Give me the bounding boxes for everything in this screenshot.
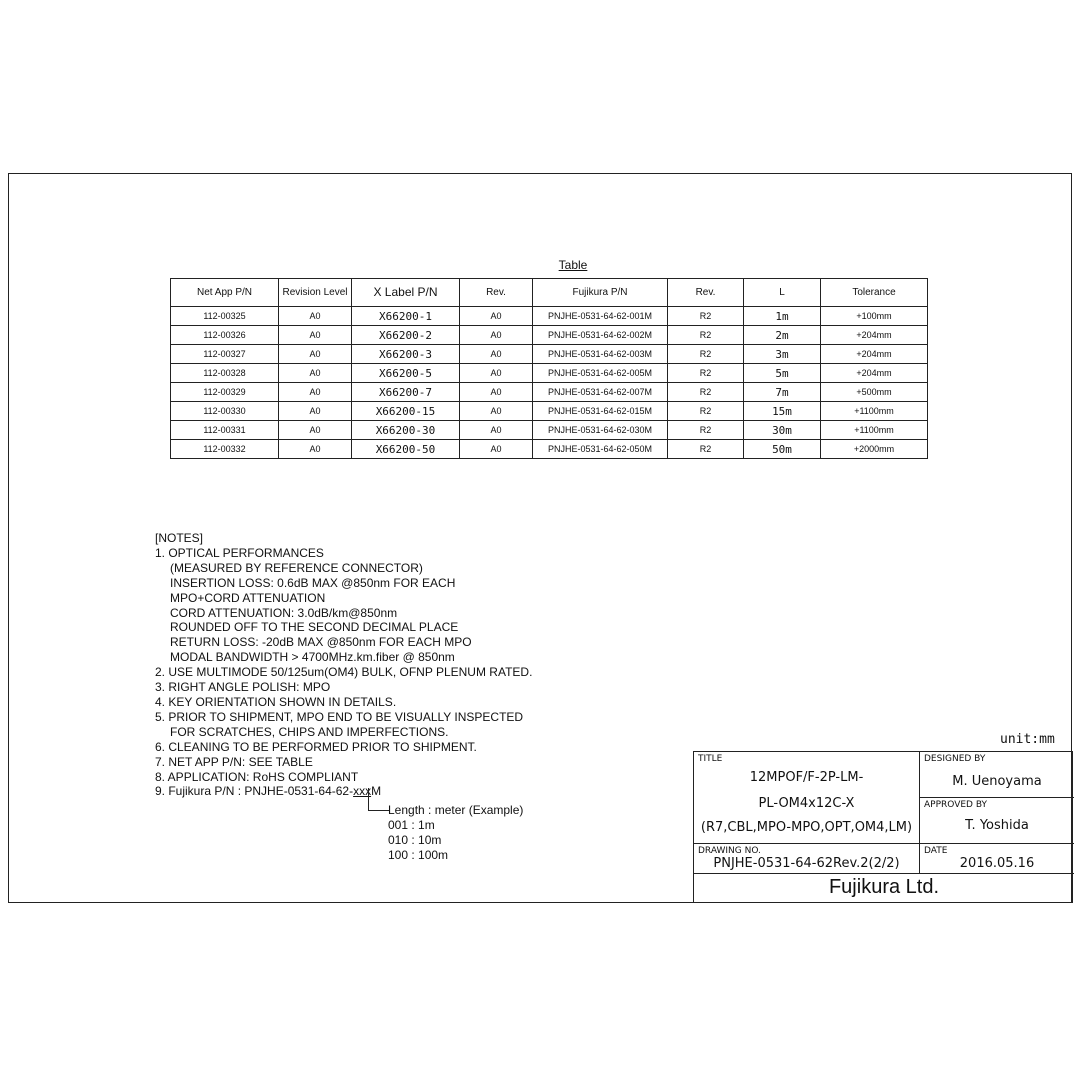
table-cell: 112-00329 — [171, 383, 279, 402]
date-value: 2016.05.16 — [959, 856, 1035, 871]
table-cell: X66200-30 — [352, 421, 460, 440]
table-cell: A0 — [279, 345, 352, 364]
table-cell: A0 — [460, 307, 533, 326]
table-cell: +500mm — [821, 383, 928, 402]
table-cell: PNJHE-0531-64-62-005M — [533, 364, 668, 383]
table-cell: PNJHE-0531-64-62-003M — [533, 345, 668, 364]
note-1c: MPO+CORD ATTENUATION — [170, 590, 326, 605]
table-row — [171, 421, 928, 440]
note-5: 5. PRIOR TO SHIPMENT, MPO END TO BE VISUALLY INSPECTED — [155, 709, 524, 724]
table-cell: 112-00330 — [171, 402, 279, 421]
header-length: L — [744, 279, 821, 307]
note-1g: MODAL BANDWIDTH > 4700MHz.km.fiber @ 850nm — [170, 650, 455, 665]
table-row — [171, 402, 928, 421]
date-cell — [920, 844, 1074, 874]
table-cell: R2 — [668, 326, 744, 345]
table-cell: A0 — [460, 326, 533, 345]
table-cell: A0 — [460, 402, 533, 421]
title-line-3: (R7,CBL,MPO-MPO,OPT,OM4,LM) — [700, 820, 913, 835]
table-cell: R2 — [668, 383, 744, 402]
designed-by-name: M. Uenoyama — [952, 774, 1042, 789]
header-fujikura-pn: Fujikura P/N — [533, 279, 668, 307]
header-revision-level: Revision Level — [279, 279, 352, 307]
table-cell: X66200-15 — [352, 402, 460, 421]
table-row — [171, 383, 928, 402]
table-cell: A0 — [279, 383, 352, 402]
table-cell: PNJHE-0531-64-62-002M — [533, 326, 668, 345]
designed-by-cell — [920, 752, 1074, 798]
table-cell: X66200-50 — [352, 440, 460, 459]
note-9-length-code: xxx — [353, 784, 372, 799]
table-cell: 7m — [744, 383, 821, 402]
note-9-prefix: 9. Fujikura P/N : PNJHE-0531-64-62- — [155, 784, 354, 799]
title-block — [693, 751, 1073, 903]
approved-by-name: T. Yoshida — [965, 818, 1029, 833]
length-legend — [388, 803, 523, 863]
note-1f: RETURN LOSS: -20dB MAX @850nm FOR EACH MPO — [170, 635, 472, 650]
note-1e: ROUNDED OFF TO THE SECOND DECIMAL PLACE — [170, 620, 459, 635]
table-cell: 112-00331 — [171, 421, 279, 440]
note-7: 7. NET APP P/N: SEE TABLE — [155, 754, 313, 769]
header-tolerance: Tolerance — [821, 279, 928, 307]
table-cell: X66200-5 — [352, 364, 460, 383]
table-cell: PNJHE-0531-64-62-007M — [533, 383, 668, 402]
title-line-1: 12MPOF/F-2P-LM- — [749, 770, 864, 785]
table-cell: A0 — [460, 421, 533, 440]
table-cell: A0 — [460, 364, 533, 383]
table-cell: R2 — [668, 440, 744, 459]
table-cell: A0 — [460, 345, 533, 364]
notes-block — [155, 531, 532, 799]
company-name: Fujikura Ltd. — [828, 876, 940, 898]
drawing-number: PNJHE-0531-64-62Rev.2(2/2) — [713, 856, 900, 871]
table-cell: 15m — [744, 402, 821, 421]
table-cell: +1100mm — [821, 402, 928, 421]
table-cell: X66200-7 — [352, 383, 460, 402]
approved-by-label: APPROVED BY — [924, 800, 988, 810]
table-cell: 3m — [744, 345, 821, 364]
length-legend-title: Length : meter (Example) — [388, 803, 524, 817]
table-cell: R2 — [668, 421, 744, 440]
header-rev: Rev. — [460, 279, 533, 307]
table-cell: +204mm — [821, 326, 928, 345]
length-example-1: 001 : 1m — [388, 818, 435, 832]
table-cell: A0 — [279, 326, 352, 345]
note-3: 3. RIGHT ANGLE POLISH: MPO — [155, 680, 331, 695]
designed-by-label: DESIGNED BY — [924, 754, 986, 764]
drawing-number-cell — [694, 844, 920, 874]
table-cell: PNJHE-0531-64-62-050M — [533, 440, 668, 459]
length-example-3: 100 : 100m — [388, 848, 449, 862]
table-cell: 112-00327 — [171, 345, 279, 364]
company-cell — [694, 874, 1074, 904]
header-net-app-pn: Net App P/N — [171, 279, 279, 307]
table-cell: +204mm — [821, 345, 928, 364]
table-cell: 112-00326 — [171, 326, 279, 345]
table-row — [171, 364, 928, 383]
table-row — [171, 307, 928, 326]
table-row — [171, 326, 928, 345]
length-leader-line — [368, 788, 389, 811]
title-label: TITLE — [698, 754, 723, 764]
table-cell: A0 — [279, 307, 352, 326]
note-9 — [155, 784, 532, 799]
table-header-row — [171, 279, 928, 307]
table-cell: +100mm — [821, 307, 928, 326]
table-cell: A0 — [460, 440, 533, 459]
table-cell: PNJHE-0531-64-62-015M — [533, 402, 668, 421]
header-rev-2: Rev. — [668, 279, 744, 307]
table-cell: 1m — [744, 307, 821, 326]
table-cell: PNJHE-0531-64-62-030M — [533, 421, 668, 440]
table-cell: R2 — [668, 345, 744, 364]
parts-table — [170, 278, 928, 459]
table-cell: R2 — [668, 402, 744, 421]
table-row — [171, 440, 928, 459]
table-cell: 112-00325 — [171, 307, 279, 326]
table-cell: R2 — [668, 307, 744, 326]
table-row — [171, 345, 928, 364]
table-cell: 30m — [744, 421, 821, 440]
title-line-2: PL-OM4x12C-X — [758, 796, 855, 811]
note-1b: INSERTION LOSS: 0.6dB MAX @850nm FOR EACH — [170, 575, 456, 590]
table-cell: R2 — [668, 364, 744, 383]
note-6: 6. CLEANING TO BE PERFORMED PRIOR TO SHIPMENT. — [155, 739, 477, 754]
notes-heading: [NOTES] — [155, 531, 204, 545]
table-cell: +204mm — [821, 364, 928, 383]
table-cell: +2000mm — [821, 440, 928, 459]
table-cell: 2m — [744, 326, 821, 345]
note-1a: (MEASURED BY REFERENCE CONNECTOR) — [170, 560, 423, 575]
note-9-suffix: M — [371, 784, 382, 799]
note-8: 8. APPLICATION: RoHS COMPLIANT — [155, 769, 359, 784]
table-cell: A0 — [279, 402, 352, 421]
note-4: 4. KEY ORIENTATION SHOWN IN DETAILS. — [155, 694, 397, 709]
header-x-label-pn: X Label P/N — [352, 279, 460, 307]
approved-by-cell — [920, 798, 1074, 844]
table-cell: A0 — [279, 421, 352, 440]
table-body — [171, 307, 928, 459]
table-cell: A0 — [279, 440, 352, 459]
drawing-number-label: DRAWING NO. — [698, 846, 761, 856]
note-1d: CORD ATTENUATION: 3.0dB/km@850nm — [170, 605, 398, 620]
title-cell — [694, 752, 920, 844]
table-cell: 112-00328 — [171, 364, 279, 383]
table-cell: 112-00332 — [171, 440, 279, 459]
table-cell: X66200-2 — [352, 326, 460, 345]
unit-label: unit:mm — [1000, 732, 1055, 747]
table-cell: +1100mm — [821, 421, 928, 440]
table-cell: 5m — [744, 364, 821, 383]
note-5a: FOR SCRATCHES, CHIPS AND IMPERFECTIONS. — [170, 724, 449, 739]
length-example-2: 010 : 10m — [388, 833, 442, 847]
note-2: 2. USE MULTIMODE 50/125um(OM4) BULK, OFNP PLENUM RATED. — [155, 665, 533, 680]
table-cell: X66200-3 — [352, 345, 460, 364]
date-label: DATE — [924, 846, 948, 856]
table-cell: A0 — [460, 383, 533, 402]
table-cell: 50m — [744, 440, 821, 459]
note-1: 1. OPTICAL PERFORMANCES — [155, 545, 324, 560]
table-cell: A0 — [279, 364, 352, 383]
table-cell: PNJHE-0531-64-62-001M — [533, 307, 668, 326]
table-cell: X66200-1 — [352, 307, 460, 326]
table-caption: Table — [558, 258, 588, 272]
